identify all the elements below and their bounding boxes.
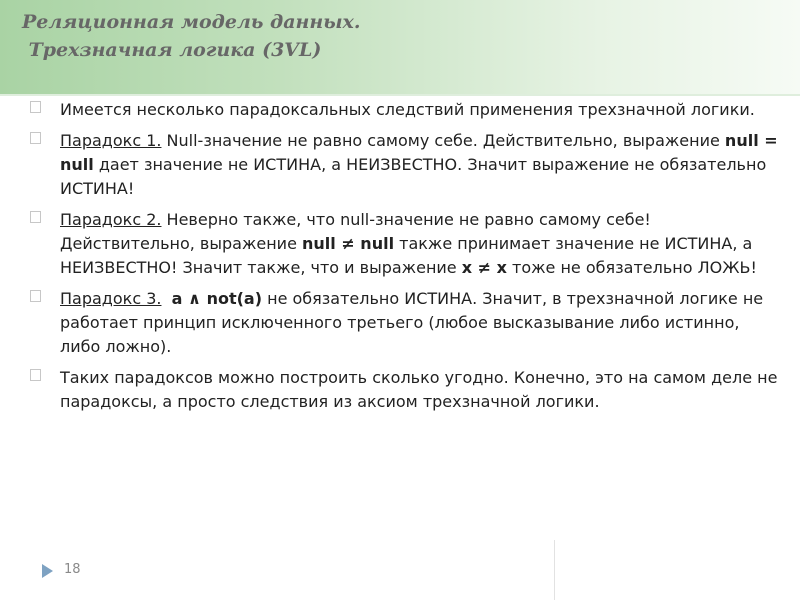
slide-header [0, 0, 800, 94]
title-line-1: Реляционная модель данных. [22, 11, 361, 33]
expression-bold: a ∧ not(a) [171, 289, 263, 308]
expression-bold: null = null [60, 131, 778, 174]
footer-divider [554, 540, 555, 600]
paragraph-text: Неверно также, что null-значение не равно самому себе! Действительно, выражение [60, 210, 651, 253]
expression-bold: x ≠ x [461, 258, 507, 277]
paragraph-paradox-1 [30, 129, 780, 201]
bullet-box-icon [30, 101, 41, 113]
paragraph-text: не обязательно ИСТИНА. Значит, в трехзначной логике не работает принцип исключенного третьего (любое высказывание либо истинно, либо ложно). [60, 289, 764, 356]
paragraph-intro [30, 98, 780, 122]
paragraph-text: Null-значение не равно самому себе. Действительно, выражение [161, 131, 725, 150]
bullet-box-icon [30, 290, 41, 302]
bullet-box-icon [30, 211, 41, 223]
paragraph-text: дает значение не ИСТИНА, а НЕИЗВЕСТНО. Значит выражение не обязательно ИСТИНА! [60, 155, 767, 198]
slide-title [22, 8, 361, 64]
triangle-arrow-icon [42, 564, 53, 578]
expression-bold: null ≠ null [302, 234, 395, 253]
title-line-2: Трехзначная логика (3VL) [22, 39, 322, 61]
bullet-box-icon [30, 132, 41, 144]
paradox-label: Парадокс 2. [60, 210, 162, 229]
paragraph-conclusion [30, 366, 780, 414]
paragraph-paradox-3 [30, 287, 780, 359]
paradox-label: Парадокс 1. [60, 131, 162, 150]
header-divider [0, 94, 800, 96]
paradox-label: Парадокс 3. [60, 289, 162, 308]
paragraph-text: тоже не обязательно ЛОЖЬ! [506, 258, 757, 277]
label-gap [161, 289, 171, 308]
paragraph-text: также принимает значение не ИСТИНА, а НЕИЗВЕСТНО! Значит также, что и выражение [60, 234, 753, 277]
bullet-box-icon [30, 369, 41, 381]
page-number: 18 [64, 562, 81, 577]
paragraph-text: Таких парадоксов можно построить сколько угодно. Конечно, это на самом деле не парадоксы, а просто следствия из аксиом трехзначной логики. [60, 368, 778, 411]
paragraph-paradox-2 [30, 208, 780, 280]
paragraph-text: Имеется несколько парадоксальных следствий применения трехзначной логики. [60, 100, 755, 119]
slide-body [30, 98, 780, 421]
